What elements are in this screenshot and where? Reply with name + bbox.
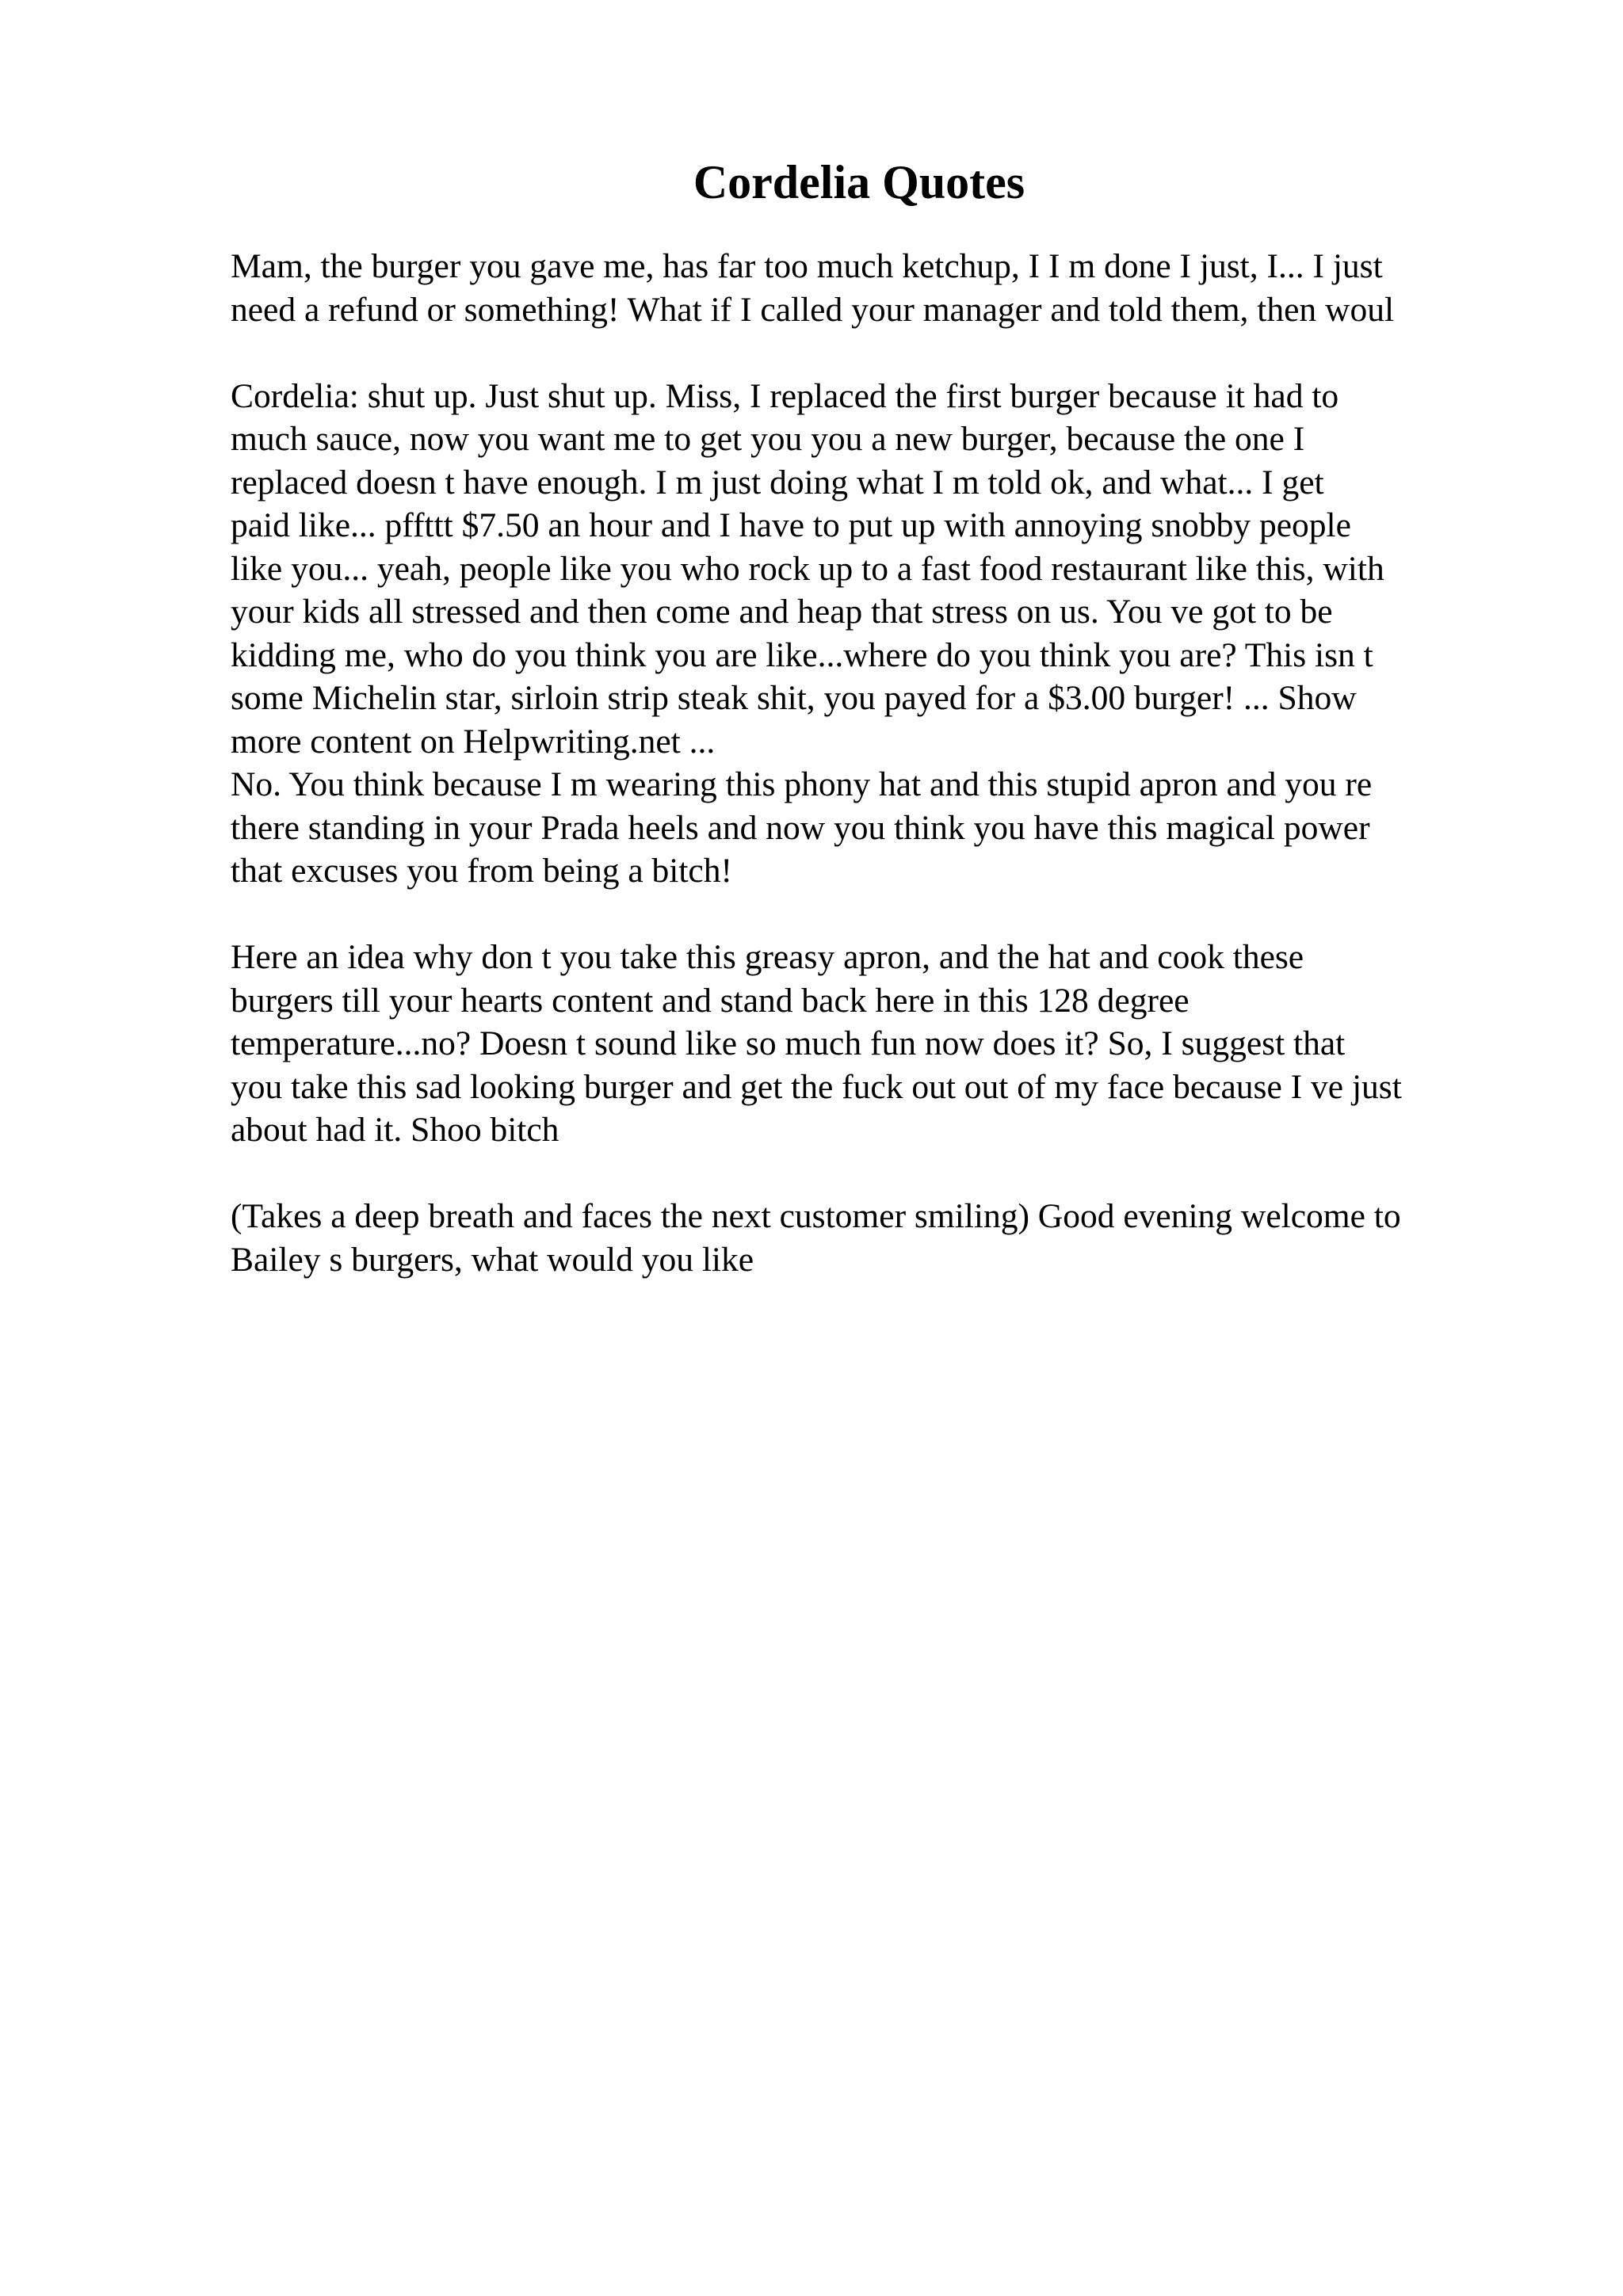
paragraph-spacer	[231, 331, 1514, 375]
paragraph-2	[231, 375, 1514, 893]
text-line: more content on Helpwriting.net ...	[231, 722, 716, 761]
paragraph-spacer	[231, 1152, 1514, 1196]
page-title: Cordelia Quotes	[693, 156, 1025, 208]
text-line: need a refund or something! What if I called your manager and told them, then woul	[231, 290, 1395, 329]
text-line: you take this sad looking burger and get the fuck out out of my face because I ve just	[231, 1067, 1402, 1106]
text-line: (Takes a deep breath and faces the next customer smiling) Good evening welcome to	[231, 1197, 1401, 1235]
text-line: Bailey s burgers, what would you like	[231, 1240, 754, 1279]
text-line: replaced doesn t have enough. I m just doing what I m told ok, and what... I get	[231, 463, 1324, 502]
paragraph-4	[231, 1195, 1514, 1281]
text-line: your kids all stressed and then come and heap that stress on us. You ve got to be	[231, 593, 1333, 631]
text-line: No. You think because I m wearing this phony hat and this stupid apron and you re	[231, 765, 1373, 803]
text-line: some Michelin star, sirloin strip steak shit, you payed for a $3.00 burger! ... Show	[231, 679, 1357, 717]
text-line: Here an idea why don t you take this greasy apron, and the hat and cook these	[231, 938, 1304, 976]
text-line: kidding me, who do you think you are like...where do you think you are? This isn t	[231, 635, 1373, 674]
text-line: about had it. Shoo bitch	[231, 1111, 559, 1149]
text-line: much sauce, now you want me to get you you a new burger, because the one I	[231, 420, 1305, 458]
text-line: that excuses you from being a bitch!	[231, 852, 732, 890]
text-line: burgers till your hearts content and stand back here in this 128 degree	[231, 981, 1190, 1020]
paragraph-3	[231, 936, 1514, 1152]
text-line: Mam, the burger you gave me, has far too much ketchup, I I m done I just, I... I just	[231, 247, 1383, 285]
text-line: like you... yeah, people like you who rock up to a fast food restaurant like this, with	[231, 549, 1384, 588]
text-line: there standing in your Prada heels and now you think you have this magical power	[231, 808, 1370, 847]
paragraph-1	[231, 245, 1514, 331]
text-line: temperature...no? Doesn t sound like so much fun now does it? So, I suggest that	[231, 1024, 1346, 1062]
text-line: paid like... pffttt $7.50 an hour and I have to put up with annoying snobby people	[231, 506, 1351, 544]
paragraph-spacer	[231, 893, 1514, 936]
text-line: Cordelia: shut up. Just shut up. Miss, I replaced the first burger because it had to	[231, 376, 1339, 415]
document-body	[231, 245, 1514, 1281]
